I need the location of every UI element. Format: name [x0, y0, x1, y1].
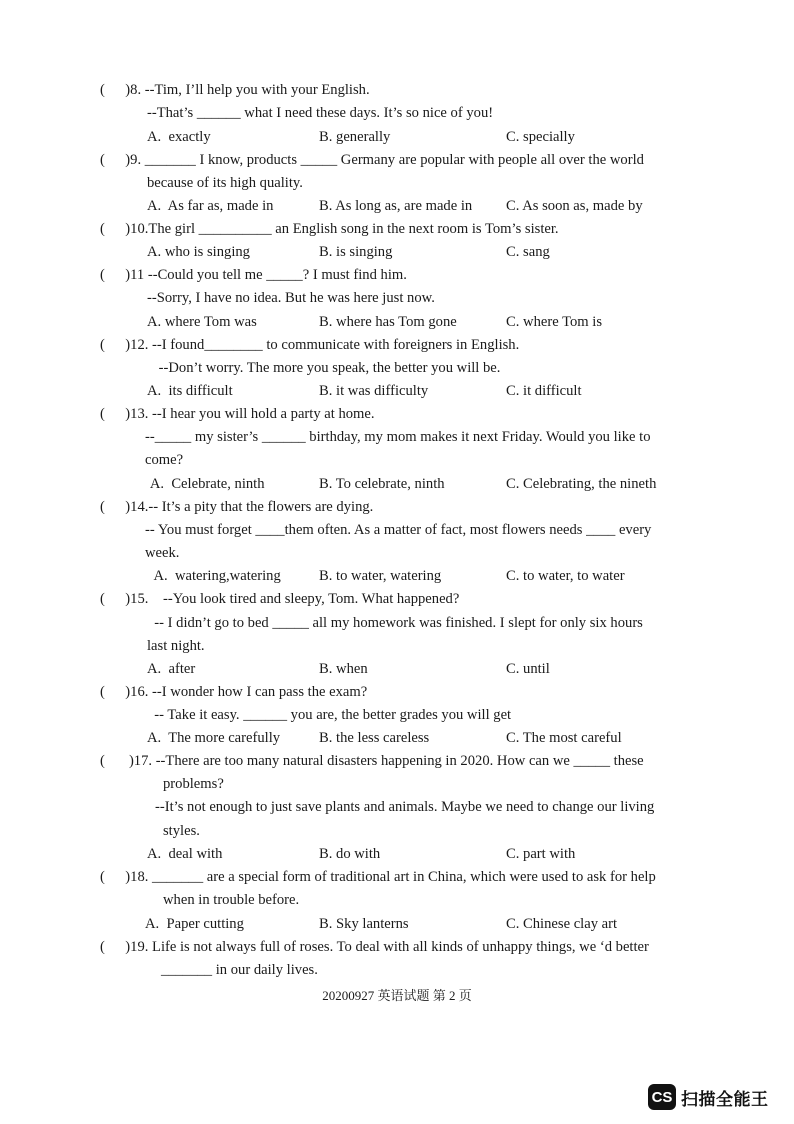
question-13-stem: )13. --I hear you will hold a party at home. — [118, 406, 375, 422]
question-15-line: -- I didn’t go to bed _____ all my homework was finished. I slept for only six hours — [147, 615, 643, 631]
answer-paren: ( — [100, 152, 105, 168]
question-17-line: --It’s not enough to just save plants and animals. Maybe we need to change our living — [155, 799, 655, 815]
answer-paren: ( — [100, 591, 105, 607]
question-9-option-b: B. As long as, are made in — [319, 198, 473, 214]
question-14-option-c: C. to water, to water — [506, 568, 625, 584]
question-9-stem: )9. _______ I know, products _____ Germany are popular with people all over the world — [118, 152, 644, 168]
question-12-option-a: A. its difficult — [147, 383, 233, 399]
question-14-option-a: A. watering,watering — [147, 568, 281, 584]
question-15-option-b: B. when — [319, 661, 368, 677]
question-11-option-b: B. where has Tom gone — [319, 314, 457, 330]
question-17-option-a: A. deal with — [147, 846, 223, 862]
question-12-stem: )12. --I found________ to communicate with foreigners in English. — [118, 337, 520, 353]
question-15-stem: )15. --You look tired and sleepy, Tom. What happened? — [118, 591, 460, 607]
question-13-option-a: A. Celebrate, ninth — [147, 476, 265, 492]
answer-paren: ( — [100, 753, 105, 769]
question-13-line: --_____ my sister’s ______ birthday, my mom makes it next Friday. Would you like to — [145, 429, 651, 445]
question-10-option-b: B. is singing — [319, 244, 393, 260]
question-18-option-a: A. Paper cutting — [145, 916, 244, 932]
question-11-line: --Sorry, I have no idea. But he was here just now. — [147, 290, 435, 306]
question-14-line: -- You must forget ____them often. As a matter of fact, most flowers needs ____ every — [145, 522, 652, 538]
question-8-stem: )8. --Tim, I’ll help you with your English. — [118, 82, 370, 98]
answer-paren: ( — [100, 406, 105, 422]
question-16-line: -- Take it easy. ______ you are, the better grades you will get — [147, 707, 512, 723]
question-18-option-b: B. Sky lanterns — [319, 916, 409, 932]
answer-paren: ( — [100, 939, 105, 955]
question-11-option-c: C. where Tom is — [506, 314, 602, 330]
question-17-line: problems? — [163, 776, 224, 792]
question-12-line: --Don’t worry. The more you speak, the better you will be. — [155, 360, 501, 376]
question-17-stem: )17. --There are too many natural disasters happening in 2020. How can we _____ these — [118, 753, 644, 769]
question-19-line: _______ in our daily lives. — [161, 962, 318, 978]
question-15-option-c: C. until — [506, 661, 550, 677]
question-13-option-b: B. To celebrate, ninth — [319, 476, 445, 492]
question-9-option-c: C. As soon as, made by — [506, 198, 643, 214]
question-8-line: --That’s ______ what I need these days. It’s so nice of you! — [147, 105, 494, 121]
question-13-line: come? — [145, 452, 184, 468]
question-15-option-a: A. after — [147, 661, 196, 677]
question-8-option-c: C. specially — [506, 129, 575, 145]
answer-paren: ( — [100, 499, 105, 515]
answer-paren: ( — [100, 221, 105, 237]
question-19-stem: )19. Life is not always full of roses. To deal with all kinds of unhappy things, we ‘d better — [118, 939, 649, 955]
question-16-option-a: A. The more carefully — [147, 730, 281, 746]
page-footer: 20200927 英语试题 第 2 页 — [322, 988, 472, 1003]
answer-paren: ( — [100, 869, 105, 885]
question-10-option-a: A. who is singing — [147, 244, 250, 260]
scanner-watermark — [648, 1084, 769, 1110]
camscanner-logo-icon: CS — [648, 1084, 676, 1110]
question-9-option-a: A. As far as, made in — [147, 198, 274, 214]
question-16-stem: )16. --I wonder how I can pass the exam? — [118, 684, 368, 700]
question-18-option-c: C. Chinese clay art — [506, 916, 618, 932]
question-17-option-b: B. do with — [319, 846, 381, 862]
question-16-option-b: B. the less careless — [319, 730, 430, 746]
question-8-option-a: A. exactly — [147, 129, 211, 145]
question-16-option-c: C. The most careful — [506, 730, 622, 746]
question-9-line: because of its high quality. — [147, 175, 303, 191]
answer-paren: ( — [100, 684, 105, 700]
question-15-line: last night. — [147, 638, 205, 654]
question-11-option-a: A. where Tom was — [147, 314, 257, 330]
question-13-option-c: C. Celebrating, the nineth — [506, 476, 657, 492]
answer-paren: ( — [100, 267, 105, 283]
question-11-stem: )11 --Could you tell me _____? I must find him. — [118, 267, 407, 283]
question-17-line: styles. — [163, 823, 200, 839]
question-12-option-b: B. it was difficulty — [319, 383, 429, 399]
question-17-option-c: C. part with — [506, 846, 576, 862]
question-10-stem: )10.The girl __________ an English song in the next room is Tom’s sister. — [118, 221, 559, 237]
question-10-option-c: C. sang — [506, 244, 550, 260]
answer-paren: ( — [100, 82, 105, 98]
answer-paren: ( — [100, 337, 105, 353]
question-14-option-b: B. to water, watering — [319, 568, 442, 584]
question-14-line: week. — [145, 545, 180, 561]
question-18-stem: )18. _______ are a special form of traditional art in China, which were used to ask for help — [118, 869, 656, 885]
question-8-option-b: B. generally — [319, 129, 391, 145]
question-12-option-c: C. it difficult — [506, 383, 582, 399]
question-18-line: when in trouble before. — [163, 892, 300, 908]
watermark-text: 扫描全能王 — [681, 1089, 769, 1110]
question-14-stem: )14.-- It’s a pity that the flowers are dying. — [118, 499, 374, 515]
